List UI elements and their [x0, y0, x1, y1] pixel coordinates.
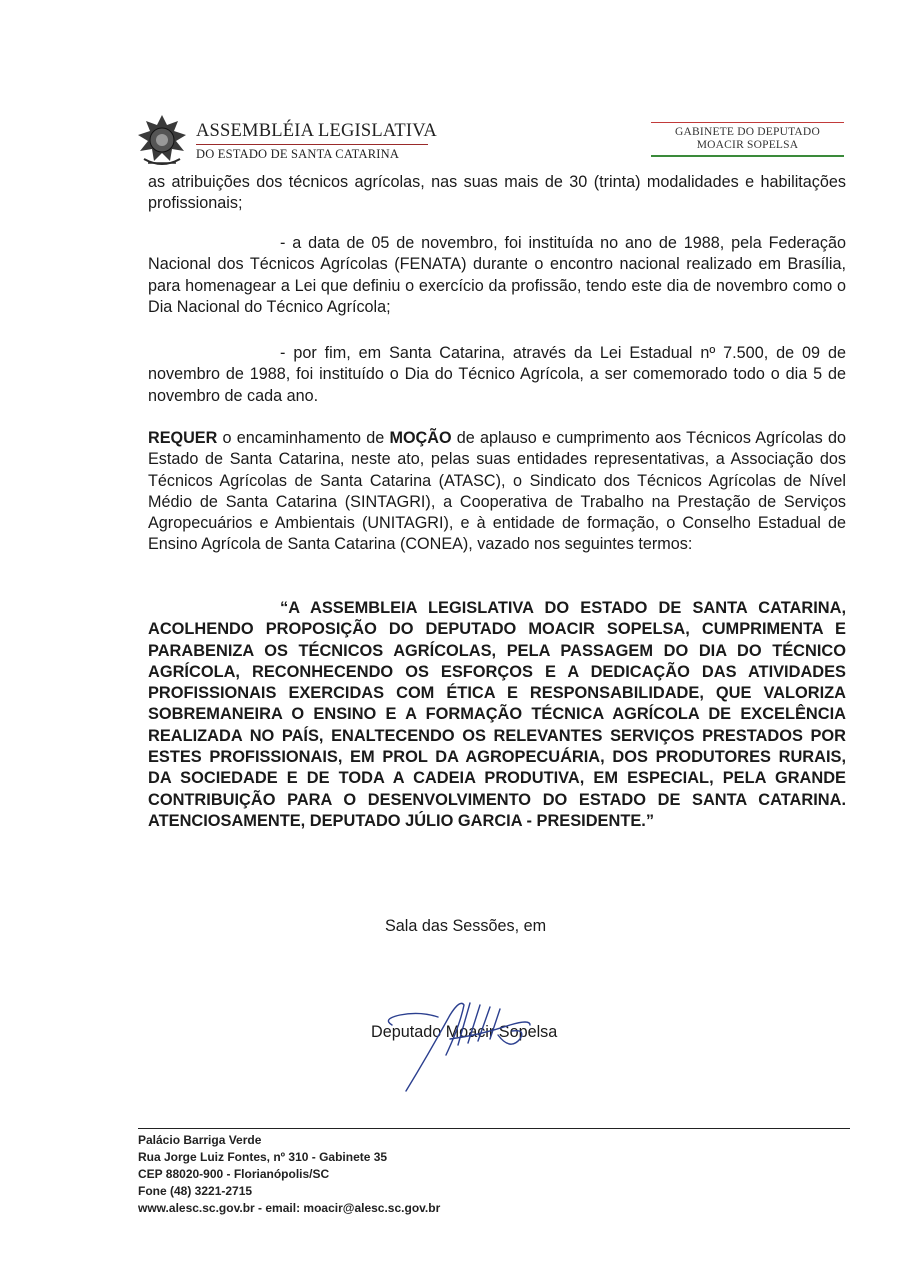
handwritten-signature-icon [380, 995, 550, 1095]
footer-address [138, 1132, 440, 1217]
paragraph-motion-text: “A ASSEMBLEIA LEGISLATIVA DO ESTADO DE SANTA CATARINA, ACOLHENDO PROPOSIÇÃO DO DEPUTADO MOACIR SOPELSA, CUMPRIMENTA E PARABENIZA OS TÉCNICOS AGRÍCOLAS, PELA PASSAGEM DO DIA DO TÉCNICO AGRÍCOLA, RECONHECENDO OS ESFORÇOS E A DEDICAÇÃO DAS ATIVIDADES PROFISSIONAIS EXERCIDAS COM ÉTICA E RESPONSABILIDADE, QUE VALORIZA SOBREMANEIRA O ENSINO E A FORMAÇÃO TÉCNICA AGRÍCOLA DE EXCELÊNCIA REALIZADA NO PAÍS, ENALTECENDO OS RELEVANTES SERVIÇOS PRESTADOS POR ESTES PROFISSIONAIS, EM PROL DA AGROPECUÁRIA, DOS PRODUTORES RURAIS, DA SOCIEDADE E DE TODA A CADEIA PRODUTIVA, EM ESPECIAL, PELA GRANDE CONTRIBUIÇÃO PARA O DESENVOLVIMENTO DO ESTADO DE SANTA CATARINA. ATENCIOSAMENTE, DEPUTADO JÚLIO GARCIA - PRESIDENTE.” [148, 599, 846, 830]
footer-street: Rua Jorge Luiz Fontes, nº 310 - Gabinete 35 [138, 1150, 388, 1164]
org-subtitle: DO ESTADO DE SANTA CATARINA [196, 147, 400, 161]
signer-name: Deputado Moacir Sopelsa [371, 1023, 558, 1041]
paragraph-request [148, 428, 846, 556]
session-place: Sala das Sessões, em [385, 917, 547, 935]
paragraph-national-day: - a data de 05 de novembro, foi instituída no ano de 1988, pela Federação Nacional dos Técnicos Agrícolas (FENATA) durante o encontro nacional realizado em Brasília, para homenagear a Lei que definiu o exercício da profissão, tendo este dia de novembro como o Dia Nacional do Técnico Agrícola; [148, 234, 846, 316]
request-text-a: o encaminhamento de [217, 429, 390, 447]
office-label-bottom-rule [651, 155, 844, 157]
footer-postal-code: CEP 88020-900 - Florianópolis/SC [138, 1167, 330, 1181]
footer-web-email: www.alesc.sc.gov.br - email: moacir@alesc.sc.gov.br [138, 1201, 441, 1215]
paragraph-attributions: as atribuições dos técnicos agrícolas, nas suas mais de 30 (trinta) modalidades e habilitações profissionais; [148, 173, 846, 213]
state-coat-of-arms-icon [134, 113, 190, 169]
office-label-top-rule [651, 122, 844, 123]
paragraph-state-law: - por fim, em Santa Catarina, através da Lei Estadual nº 7.500, de 09 de novembro de 1988, foi instituído o Dia do Técnico Agrícola, a ser comemorado todo o dia 5 de novembro de cada ano. [148, 344, 846, 405]
footer-rule [138, 1128, 850, 1129]
footer-building: Palácio Barriga Verde [138, 1133, 262, 1147]
office-label [651, 122, 844, 158]
footer-phone: Fone (48) 3221-2715 [138, 1184, 253, 1198]
request-text-b: de aplauso e cumprimento aos Técnicos Agrícolas do Estado de Santa Catarina, neste ato, pelas suas entidades representativas, a Associação dos Técnicos Agrícolas de Santa Catarina (ATASC), o Sindicato dos Técnicos Agrícolas de Nível Médio de Santa Catarina (SINTAGRI), a Cooperativa de Trabalho na Prestação de Serviços Agropecuários e Ambientais (UNITAGRI), e à entidade de formação, o Conselho Estadual de Ensino Agrícola de Santa Catarina (CONEA), vazado nos seguintes termos: [148, 429, 847, 554]
org-name: ASSEMBLÉIA LEGISLATIVA [196, 121, 437, 141]
office-label-line1: GABINETE DO DEPUTADO [675, 126, 820, 138]
motion-keyword: MOÇÃO [389, 429, 452, 447]
office-label-line2: MOACIR SOPELSA [696, 139, 799, 151]
request-keyword: REQUER [148, 429, 218, 447]
org-name-rule [196, 144, 428, 145]
